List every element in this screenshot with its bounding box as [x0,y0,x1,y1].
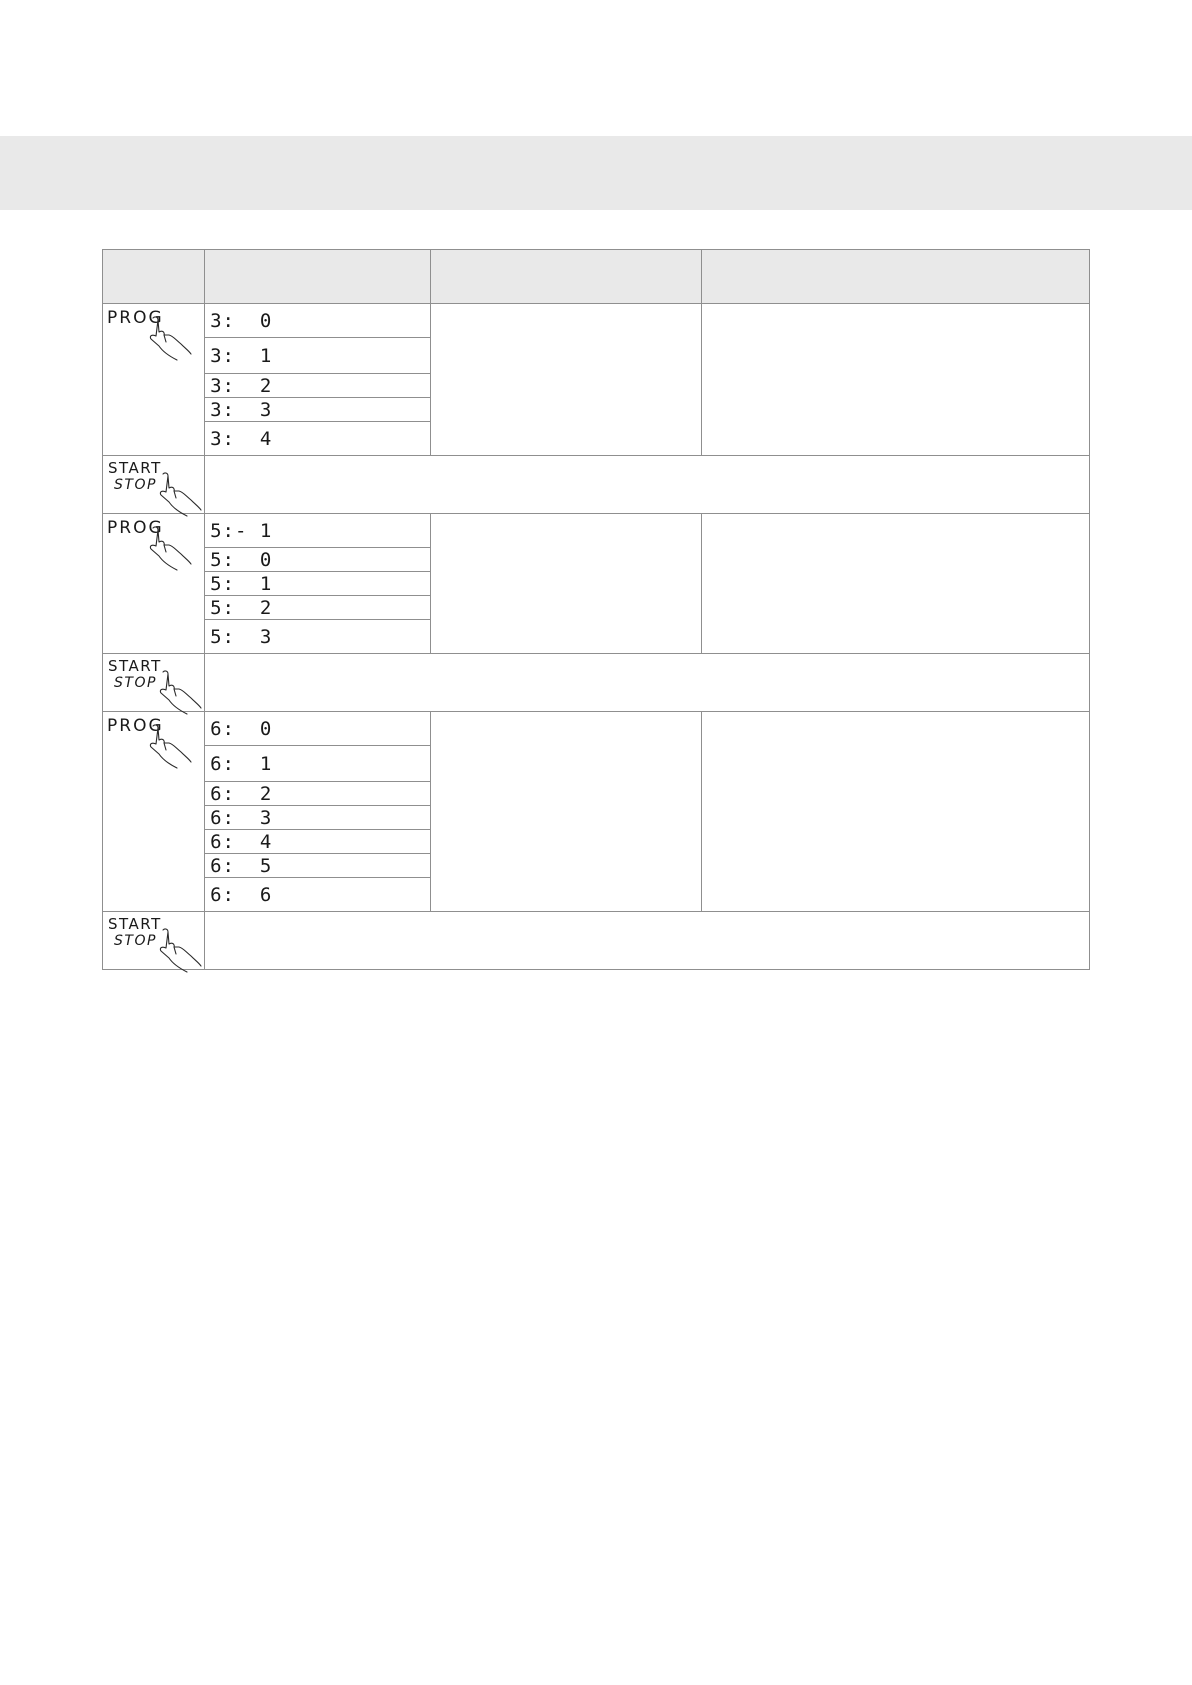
display-code-cell [205,620,431,654]
table-header-row [103,250,1090,304]
start-stop-note-cell [205,912,1090,970]
start-stop-row [103,912,1090,970]
display-code: 3: 4 [210,427,273,450]
setting-cell [431,304,701,456]
prog-button-cell [103,514,205,654]
display-code-cell [205,712,431,746]
display-code-cell [205,806,431,830]
setting-cell [431,712,701,912]
start-stop-button[interactable] [103,912,203,968]
display-code: 5: 0 [210,548,273,571]
hand-press-icon [155,928,203,974]
display-code-cell [205,878,431,912]
description-cell [701,304,1089,456]
display-code-cell [205,746,431,782]
display-code-cell [205,514,431,548]
display-code: 6: 1 [210,752,273,775]
start-stop-button[interactable] [103,456,203,512]
hand-press-icon [145,316,193,362]
start-stop-button-cell [103,912,205,970]
hand-press-icon [145,724,193,770]
display-code: 6: 2 [210,782,273,805]
header-cell-setting [431,250,701,304]
display-code: 3: 0 [210,309,273,332]
start-stop-row [103,456,1090,514]
start-stop-button-cell [103,654,205,712]
prog-button-cell [103,712,205,912]
description-cell [701,712,1089,912]
header-cell-display [205,250,431,304]
start-stop-row [103,654,1090,712]
prog-label: PROG [107,308,164,328]
display-code: 6: 3 [210,806,273,829]
stop-label: STOP [114,675,157,691]
display-code: 5: 1 [210,572,273,595]
display-code: 3: 2 [210,374,273,397]
hand-press-icon [155,472,203,518]
header-band [0,136,1192,210]
display-code-cell [205,374,431,398]
display-code-cell [205,572,431,596]
display-code-cell [205,830,431,854]
display-code: 5: 3 [210,625,273,648]
display-code: 6: 0 [210,717,273,740]
prog-label: PROG [107,518,164,538]
setting-cell [431,514,701,654]
start-stop-button-cell [103,456,205,514]
display-code-cell [205,422,431,456]
description-cell [701,514,1089,654]
display-code-cell [205,398,431,422]
start-label: START [108,459,162,477]
start-label: START [108,915,162,933]
display-code: 5:- 1 [210,519,273,542]
start-stop-note-cell [205,654,1090,712]
display-code-cell [205,338,431,374]
display-code-cell [205,548,431,572]
table-row [103,514,1090,548]
display-code-cell [205,304,431,338]
display-code: 6: 4 [210,830,273,853]
prog-button[interactable] [103,304,203,360]
display-code-cell [205,596,431,620]
display-code: 5: 2 [210,596,273,619]
prog-button-cell [103,304,205,456]
display-code: 6: 5 [210,854,273,877]
prog-label: PROG [107,716,164,736]
display-code: 3: 1 [210,344,273,367]
display-code: 6: 6 [210,883,273,906]
table-row [103,712,1090,746]
table-row [103,304,1090,338]
start-label: START [108,657,162,675]
prog-button[interactable] [103,514,203,570]
header-cell-description [701,250,1089,304]
hand-press-icon [155,670,203,716]
start-stop-button[interactable] [103,654,203,710]
header-cell-button [103,250,205,304]
hand-press-icon [145,526,193,572]
display-code-cell [205,782,431,806]
stop-label: STOP [114,477,157,493]
start-stop-note-cell [205,456,1090,514]
prog-button[interactable] [103,712,203,768]
stop-label: STOP [114,933,157,949]
settings-table [102,249,1090,970]
display-code: 3: 3 [210,398,273,421]
display-code-cell [205,854,431,878]
